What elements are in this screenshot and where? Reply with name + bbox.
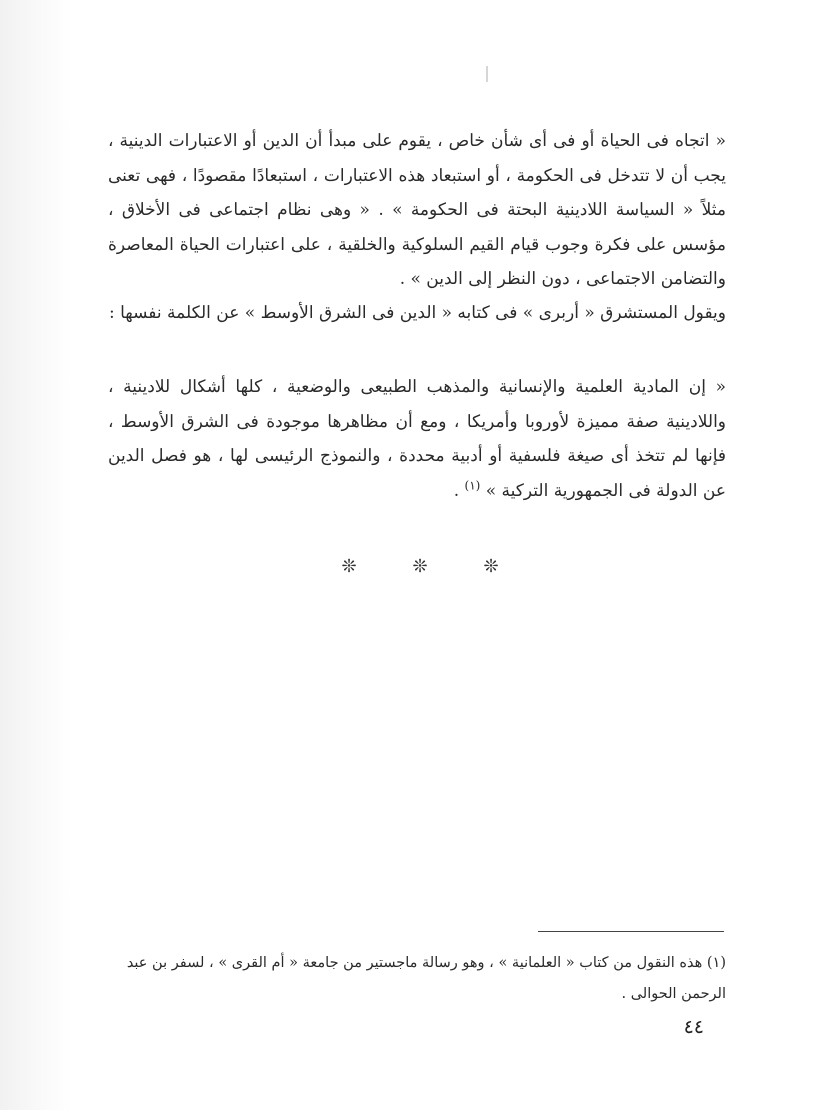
- asterism-star-icon: ❊: [412, 556, 428, 577]
- quote-paragraph-arberry: [108, 370, 726, 508]
- asterism-star-icon: ❊: [483, 556, 499, 577]
- paragraph-end-mark: .: [453, 480, 465, 501]
- section-separator: [340, 556, 500, 577]
- page-edge-shadow: [0, 0, 72, 1110]
- arberry-intro-paragraph: [108, 296, 726, 331]
- quote-paragraph-definition: [108, 124, 726, 297]
- footnote: [108, 948, 726, 1010]
- footnote-text: (١) هذه النقول من كتاب « العلمانية » ، وهو رسالة ماجستير من جامعة « أم القرى » ، لسفر بن عبد الرحمن الحوالى .: [126, 955, 726, 1002]
- paragraph-text: « اتجاه فى الحياة أو فى أى شأن خاص ، يقوم على مبدأ أن الدين أو الاعتبارات الدينية ، يجب أن لا تتدخل فى الحكومة ، أو استبعاد هذه الاعتبارات ، استبعادًا مقصودًا ، فهى تعنى مثلاً « السياسة اللادينية البحتة فى الحكومة » . « وهى نظام اجتماعى فى الأخلاق ، مؤسس على فكرة وجوب قيام القيم السلوكية والخلقية ، على اعتبارات الحياة المعاصرة والتضامن الاجتماعى ، دون النظر إلى الدين » .: [108, 131, 726, 289]
- scan-mark: [486, 66, 488, 82]
- footnote-divider: [538, 931, 724, 932]
- paragraph-text: ويقول المستشرق « أربرى » فى كتابه « الدين فى الشرق الأوسط » عن الكلمة نفسها :: [108, 303, 726, 323]
- page-number: ٤٤: [683, 1016, 704, 1038]
- footnote-reference: (١): [464, 477, 481, 492]
- paragraph-text: « إن المادية العلمية والإنسانية والمذهب الطبيعى والوضعية ، كلها أشكال للادينية ، واللادينية صفة مميزة لأوروبا وأمريكا ، ومع أن مظاهرها موجودة فى الشرق الأوسط ، فإنها لم تتخذ أى صيغة فلسفية أو أدبية محددة ، والنموذج الرئيسى لها ، هو فصل الدين عن الدولة فى الجمهورية التركية »: [108, 377, 726, 501]
- asterism-star-icon: ❊: [341, 556, 357, 577]
